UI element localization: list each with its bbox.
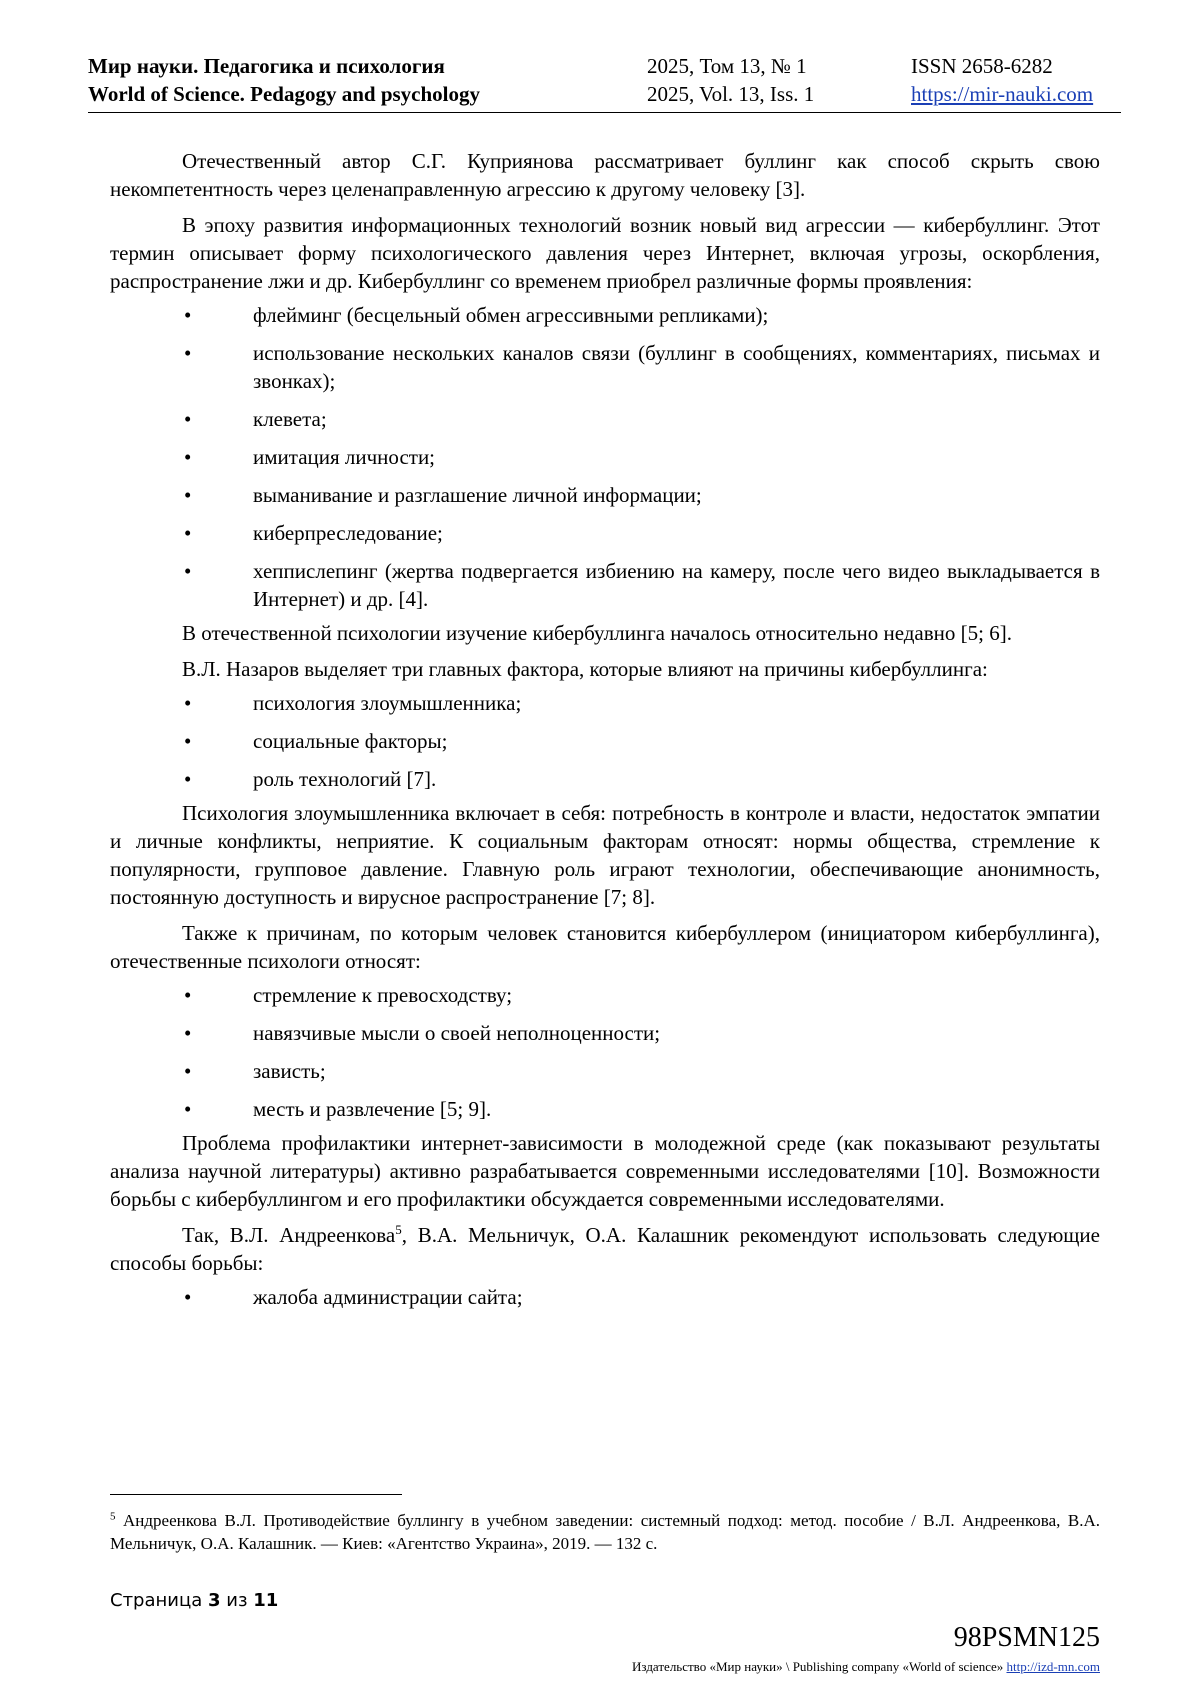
bullet-icon: •: [184, 983, 192, 1007]
list-item: • социальные факторы;: [184, 729, 448, 753]
publisher-line: Издательство «Мир науки» \ Publishing company «World of science» http://izd-mn.com: [632, 1659, 1100, 1674]
issn-block: [911, 52, 1093, 108]
bullet-icon: •: [184, 1059, 192, 1083]
paragraph: В отечественной психологии изучение кибербуллинга началось относительно недавно [5; 6].: [182, 621, 1012, 645]
bullet-icon: •: [184, 729, 192, 753]
page-number: Страница 3 из 11: [110, 1590, 279, 1611]
list-item: • психология злоумышленника;: [184, 691, 522, 715]
bullet-icon: •: [184, 767, 192, 791]
bullet-icon: •: [184, 1021, 192, 1045]
list-item: • роль технологий [7].: [184, 767, 437, 791]
paragraph: В эпоху развития информационных технологий возник новый вид агрессии — кибербуллинг. Этот термин описывает форму психологического давления через Интернет, включая угрозы, оскорбления, распространение лжи и др. Кибербуллинг со временем приобрел различные формы проявления:: [110, 213, 1100, 293]
list-item: • использование нескольких каналов связи (буллинг в сообщениях, комментариях, письмах и звонках);: [184, 341, 1100, 393]
list-item: • хеппислепинг (жертва подвергается избиению на камеру, после чего видео выкладывается в Интернет) и др. [4].: [184, 559, 1100, 611]
bullet-icon: •: [184, 559, 192, 583]
issue-info: [647, 52, 814, 108]
bullet-icon: •: [184, 445, 192, 469]
journal-header: [88, 52, 1121, 113]
paragraph: Проблема профилактики интернет-зависимости в молодежной среде (как показывают результаты анализа научной литературы) активно разрабатывается современными исследователями [10]. Возможности борьбы с кибербуллингом и его профилактики обсуждается современными исследователями.: [110, 1131, 1100, 1211]
factors-list: [110, 689, 1100, 793]
list-item: • месть и развлечение [5; 9].: [184, 1097, 492, 1121]
article-body: [110, 147, 1100, 1321]
paragraph: В.Л. Назаров выделяет три главных фактора, которые влияют на причины кибербуллинга:: [182, 657, 988, 681]
paragraph: Отечественный автор С.Г. Куприянова рассматривает буллинг как способ скрыть свою некомпетентность через целенаправленную агрессию к другому человеку [3].: [110, 149, 1100, 201]
paragraph: Психология злоумышленника включает в себя: потребность в контроле и власти, недостаток эмпатии и личные конфликты, неприятие. К социальным факторам относят: нормы общества, стремление к популярности, групповое давление. Главную роль играют технологии, обеспечивающие анонимность, постоянную доступность и вирусное распространение [7; 8].: [110, 801, 1100, 909]
bullet-icon: •: [184, 483, 192, 507]
footnote-number: 5: [110, 1510, 116, 1523]
bullet-icon: •: [184, 407, 192, 431]
issue-info-ru: 2025, Том 13, № 1: [647, 54, 807, 78]
journal-title: [88, 52, 480, 108]
list-item: • имитация личности;: [184, 445, 436, 469]
list-item: • навязчивые мысли о своей неполноценности;: [184, 1021, 661, 1045]
bullet-icon: •: [184, 341, 192, 365]
list-item: • выманивание и разглашение личной информации;: [184, 483, 702, 507]
bullet-icon: •: [184, 521, 192, 545]
footnote-separator: [110, 1494, 402, 1495]
issue-info-en: 2025, Vol. 13, Iss. 1: [647, 82, 815, 106]
bullet-icon: •: [184, 1097, 192, 1121]
bullet-icon: •: [184, 691, 192, 715]
reasons-list: [110, 981, 1100, 1123]
publisher-url-link[interactable]: http://izd-mn.com: [1006, 1659, 1100, 1674]
methods-list: [110, 1283, 1100, 1311]
footnote-text: Андреенкова В.Л. Противодействие буллингу в учебном заведении: системный подход: метод. пособие / В.Л. Андреенкова, В.А. Мельничук, О.А. Калашник. — Киев: «Агентство Украина», 2019. — 132 с.: [110, 1511, 1101, 1553]
journal-url-link[interactable]: https://mir-nauki.com: [911, 82, 1094, 106]
paragraph: Так, В.Л. Андреенкова$^5$, В.А. Мельничук, О.А. Калашник рекомендуют использовать следующие способы борьбы:: [110, 1222, 1100, 1275]
list-item: • клевета;: [184, 407, 327, 431]
list-item: • стремление к превосходству;: [184, 983, 513, 1007]
list-item: • киберпреследование;: [184, 521, 443, 545]
journal-title-en: World of Science. Pedagogy and psychology: [88, 82, 481, 106]
cyberbullying-forms-list: [110, 301, 1100, 613]
list-item: • флейминг (бесцельный обмен агрессивными репликами);: [184, 303, 769, 327]
article-code: 98PSMN125: [953, 1622, 1100, 1653]
footnote: [110, 1509, 1100, 1555]
footnote-ref[interactable]: 5: [395, 1222, 402, 1237]
bullet-icon: •: [184, 1285, 192, 1309]
issn: ISSN 2658-6282: [911, 54, 1053, 78]
paragraph: Также к причинам, по которым человек становится кибербуллером (инициатором кибербуллинга), отечественные психологи относят:: [110, 921, 1100, 973]
bullet-icon: •: [184, 303, 192, 327]
list-item: • зависть;: [184, 1059, 326, 1083]
list-item: • жалоба администрации сайта;: [184, 1285, 523, 1309]
journal-title-ru: Мир науки. Педагогика и психология: [88, 54, 445, 78]
